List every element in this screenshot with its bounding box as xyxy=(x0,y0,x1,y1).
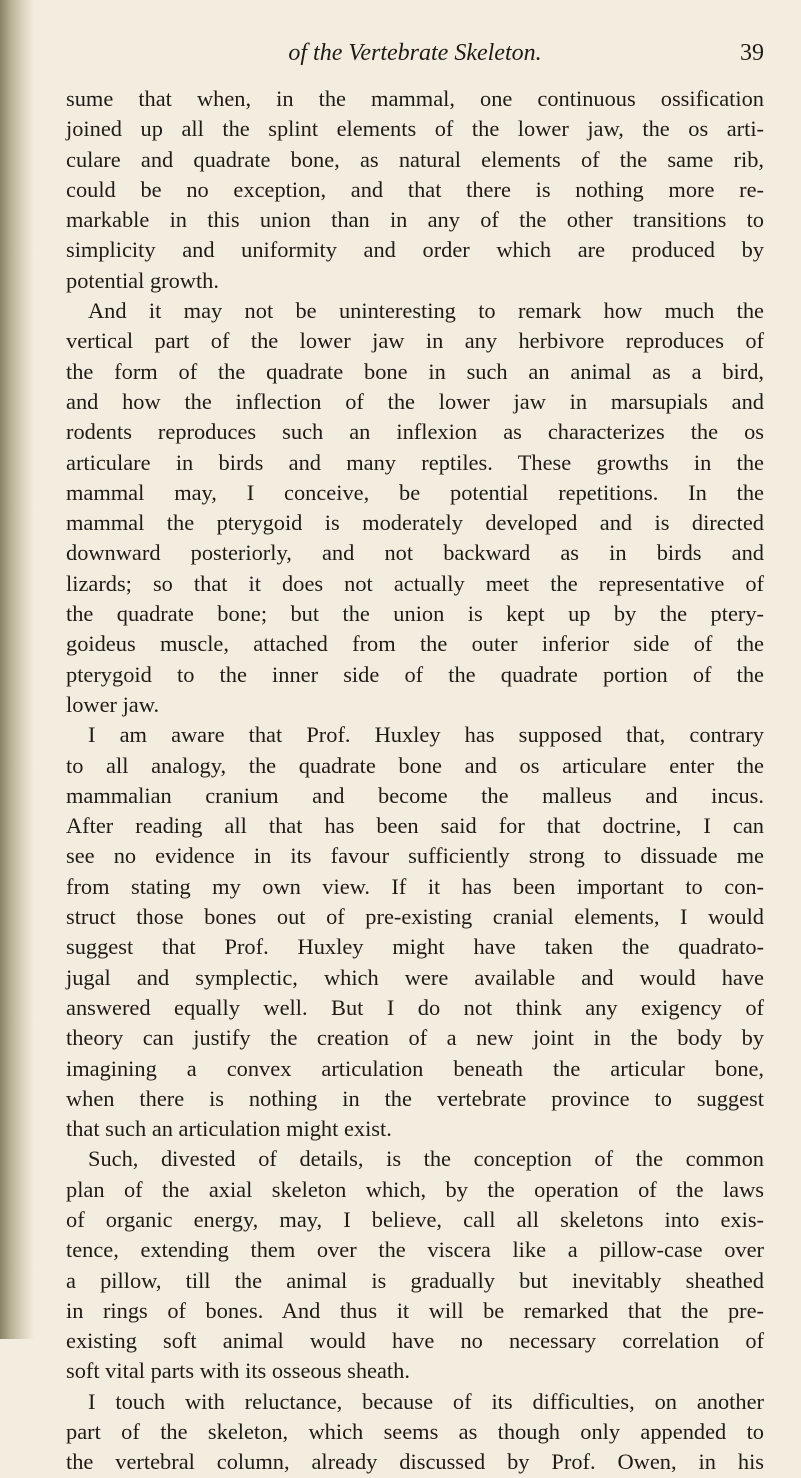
text-line: markable in this union than in any of the other transitions to xyxy=(66,207,764,233)
text-line: part of the skeleton, which seems as though only appended to xyxy=(66,1419,764,1445)
text-line: articulare in birds and many reptiles. These growths in the xyxy=(66,449,764,475)
text-line: After reading all that has been said for that doctrine, I can xyxy=(66,813,764,839)
text-line: pterygoid to the inner side of the quadrate portion of the xyxy=(66,661,764,687)
running-title: of the Vertebrate Skeleton. xyxy=(288,40,542,66)
text-line: joined up all the splint elements of the lower jaw, the os arti- xyxy=(66,116,764,142)
text-line: existing soft animal would have no necessary correlation of xyxy=(66,1328,764,1354)
text-line: And it may not be uninteresting to remark how much the xyxy=(88,298,764,324)
text-line: and how the inflection of the lower jaw in marsupials and xyxy=(66,388,764,414)
page-number: 39 xyxy=(740,40,764,66)
text-line: simplicity and uniformity and order which are produced by xyxy=(66,237,764,263)
text-line: struct those bones out of pre-existing cranial elements, I would xyxy=(66,904,764,930)
text-line: in rings of bones. And thus it will be remarked that the pre- xyxy=(66,1297,764,1323)
text-line: the quadrate bone; but the union is kept up by the ptery- xyxy=(66,601,764,627)
text-line: lizards; so that it does not actually meet the representative of xyxy=(66,570,764,596)
text-line: see no evidence in its favour sufficiently strong to dissuade me xyxy=(66,843,764,869)
text-line: when there is nothing in the vertebrate province to suggest xyxy=(66,1085,764,1111)
binding-gutter-shadow xyxy=(0,0,34,1339)
text-line: goideus muscle, attached from the outer inferior side of the xyxy=(66,631,764,657)
text-line: mammal may, I conceive, be potential repetitions. In the xyxy=(66,479,764,505)
text-line: suggest that Prof. Huxley might have taken the quadrato- xyxy=(66,934,764,960)
text-line: of organic energy, may, I believe, call all skeletons into exis- xyxy=(66,1206,764,1232)
text-line: to all analogy, the quadrate bone and os articulare enter the xyxy=(66,752,764,778)
body-text xyxy=(66,84,764,1478)
text-line: Such, divested of details, is the conception of the common xyxy=(88,1146,764,1172)
text-line: the form of the quadrate bone in such an animal as a bird, xyxy=(66,358,764,384)
text-line: potential growth. xyxy=(66,267,219,293)
text-line: soft vital parts with its osseous sheath. xyxy=(66,1358,410,1384)
text-line: sume that when, in the mammal, one continuous ossification xyxy=(66,86,764,111)
text-line: I am aware that Prof. Huxley has supposed that, contrary xyxy=(88,722,764,748)
text-line: the vertebral column, already discussed by Prof. Owen, in his xyxy=(66,1449,764,1475)
text-line: imagining a convex articulation beneath the articular bone, xyxy=(66,1055,764,1081)
text-line: that such an articulation might exist. xyxy=(66,1116,392,1142)
text-line: lower jaw. xyxy=(66,691,160,717)
text-line: I touch with reluctance, because of its difficulties, on another xyxy=(88,1388,764,1414)
text-line: from stating my own view. If it has been important to con- xyxy=(66,873,764,899)
text-line: culare and quadrate bone, as natural elements of the same rib, xyxy=(66,146,764,172)
text-line: could be no exception, and that there is nothing more re- xyxy=(66,176,764,202)
text-line: mammal the pterygoid is moderately developed and is directed xyxy=(66,510,764,536)
page-header xyxy=(66,40,764,74)
text-line: tence, extending them over the viscera like a pillow-case over xyxy=(66,1237,764,1263)
text-line: answered equally well. But I do not think any exigency of xyxy=(66,994,764,1020)
text-line: jugal and symplectic, which were available and would have xyxy=(66,964,764,990)
text-line: mammalian cranium and become the malleus and incus. xyxy=(66,782,764,808)
text-line: rodents reproduces such an inflexion as characterizes the os xyxy=(66,419,764,445)
text-line: a pillow, till the animal is gradually but inevitably sheathed xyxy=(66,1267,764,1293)
text-line: plan of the axial skeleton which, by the operation of the laws xyxy=(66,1176,764,1202)
text-line: theory can justify the creation of a new joint in the body by xyxy=(66,1025,764,1051)
text-line: vertical part of the lower jaw in any herbivore reproduces of xyxy=(66,328,764,354)
text-line: downward posteriorly, and not backward as in birds and xyxy=(66,540,764,566)
